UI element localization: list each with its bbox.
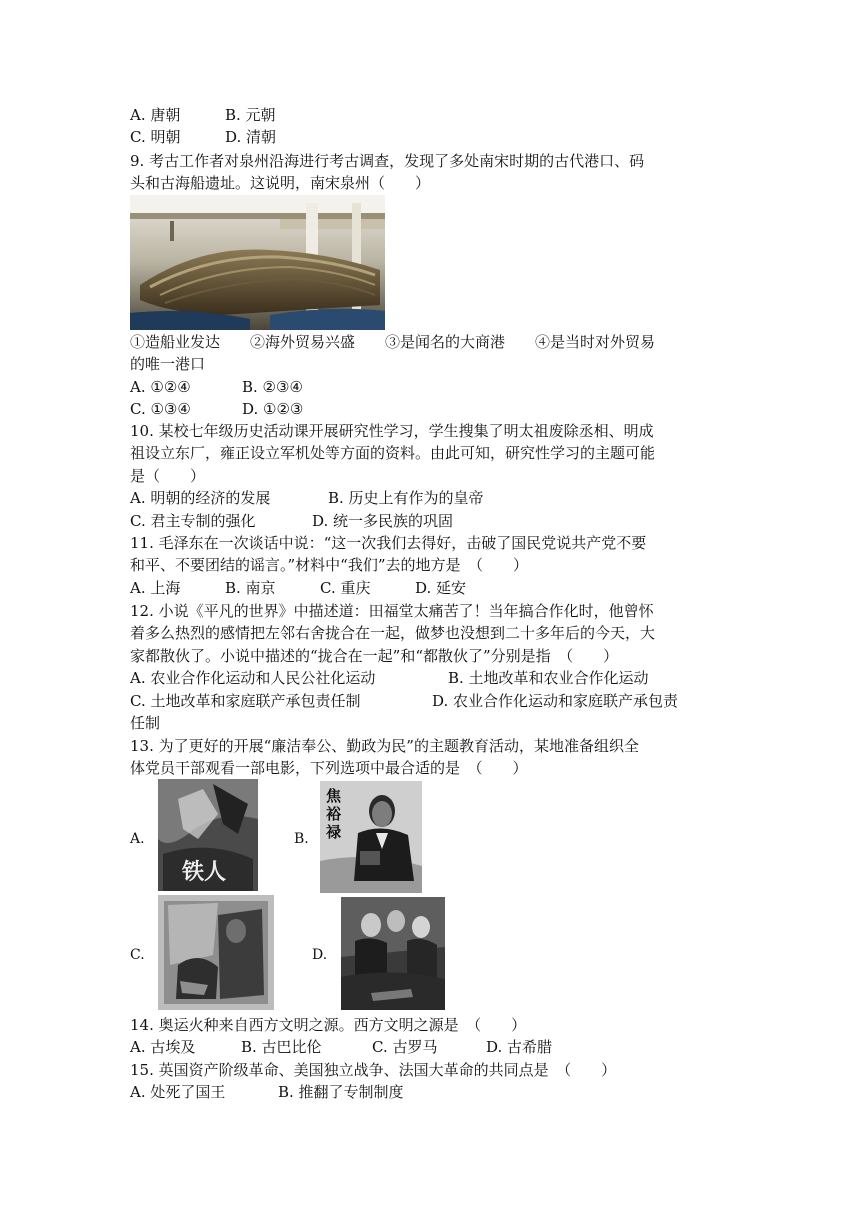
poster-b-title: 焦裕禄: [326, 787, 342, 841]
option-c: C. 明朝: [130, 128, 181, 147]
question-9-stem: 9. 考古工作者对泉州沿海进行考古调查，发现了多处南宋时期的古代港口、码 头和古海船遗址。这说明，南宋泉州（ ）: [130, 152, 645, 193]
question-13-stem: 13. 为了更好的开展“廉洁奉公、勤政为民”的主题教育活动，某地准备组织全 体党员干部观看一部电影，下列选项中最合适的是 （ ）: [130, 737, 639, 778]
option-d: D. ①②③: [242, 400, 304, 419]
option-c: C. 重庆: [320, 578, 371, 597]
option-d: D. 统一多民族的巩固: [312, 511, 454, 530]
question-8-options: [130, 104, 730, 149]
option-c-label: C.: [130, 947, 145, 963]
option-a: A. 农业合作化运动和人民公社化运动: [130, 669, 376, 688]
question-14: 14. 奥运火种来自西方文明之源。西方文明之源是 （ ） A. 古埃及 B. 古巴比伦 C. 古罗马 D. 古希腊: [130, 1014, 730, 1059]
option-c: C. ①③④: [130, 400, 191, 419]
option-b: B. 土地改革和农业合作化运动: [448, 669, 649, 688]
question-12: 12. 小说《平凡的世界》中描述道：田福堂太痛苦了！当年搞合作化时，他曾怀 着多么热烈的感情把左邻右舍拢合在一起，做梦也没想到二十多年后的今天，大 家都散伙了。小说中描述的“拢合在一起”和“都散伙了”分别是指 （ ） A. 农业合作化运动和人民公社化运动 B. 土地改革和农业合作化运动 C. 土地改革和家庭联产承包责任制 D. 农业合作化运动和家庭联产承包责 任制: [130, 602, 679, 732]
question-9-statements: ①造船业发达 ②海外贸易兴盛 ③是闻名的大商港 ④是当时对外贸易 的唯一港口 A. ①②④ B. ②③④ C. ①③④ D. ①②③: [130, 331, 730, 421]
question-15: 15. 英国资产阶级革命、美国独立战争、法国大革命的共同点是 （ ） A. 处死了国王 B. 推翻了专制制度: [130, 1059, 730, 1104]
film-poster-d: [341, 897, 445, 1010]
option-c: C. 君主专制的强化: [130, 511, 256, 530]
option-a: A. ①②④: [130, 377, 191, 396]
option-c: C. 古罗马: [372, 1038, 438, 1057]
option-b: B. 古巴比伦: [241, 1038, 322, 1057]
option-d: D. 清朝: [225, 128, 277, 147]
poster-a-title: 铁人: [182, 859, 227, 885]
option-a: A. 明朝的经济的发展: [130, 489, 271, 508]
option-a: A. 古埃及: [130, 1038, 196, 1057]
question-11: 11. 毛泽东在一次谈话中说：“这一次我们去得好，击破了国民党说共产党不要 和平、不要团结的谣言。”材料中“我们”去的地方是 （ ） A. 上海 B. 南京 C. 重庆 D. 延安: [130, 532, 730, 599]
film-poster-c: [158, 895, 274, 1010]
option-a: A. 唐朝: [130, 106, 181, 124]
option-b: B. 南京: [225, 578, 276, 597]
film-poster-jiaoyulu: [320, 781, 422, 893]
option-a-label: A.: [130, 831, 145, 847]
option-d: D. 延安: [415, 578, 467, 597]
question-10: 10. 某校七年级历史活动课开展研究性学习，学生搜集了明太祖废除丞相、明成 祖设立东厂，雍正设立军机处等方面的资料。由此可知，研究性学习的主题可能 是（ ） A. 明朝的经济的发展 B. 历史上有作为的皇帝 C. 君主专制的强化 D. 统一多民族的巩固: [130, 420, 730, 532]
option-d: D. 农业合作化运动和家庭联产承包责: [432, 691, 679, 710]
option-c: C. 土地改革和家庭联产承包责任制: [130, 691, 361, 710]
option-b-label: B.: [294, 831, 309, 847]
film-poster-tieren: [158, 779, 258, 891]
option-d: D. 古希腊: [486, 1038, 553, 1057]
ancient-ship-photo: [130, 195, 385, 330]
option-b: B. 历史上有作为的皇帝: [328, 489, 484, 508]
option-b: B. 元朝: [225, 106, 276, 124]
option-d-label: D.: [312, 947, 328, 963]
option-a: A. 处死了国王: [130, 1083, 226, 1102]
option-b: B. 推翻了专制制度: [278, 1083, 404, 1102]
option-b: B. ②③④: [242, 377, 303, 396]
option-a: A. 上海: [130, 578, 181, 597]
